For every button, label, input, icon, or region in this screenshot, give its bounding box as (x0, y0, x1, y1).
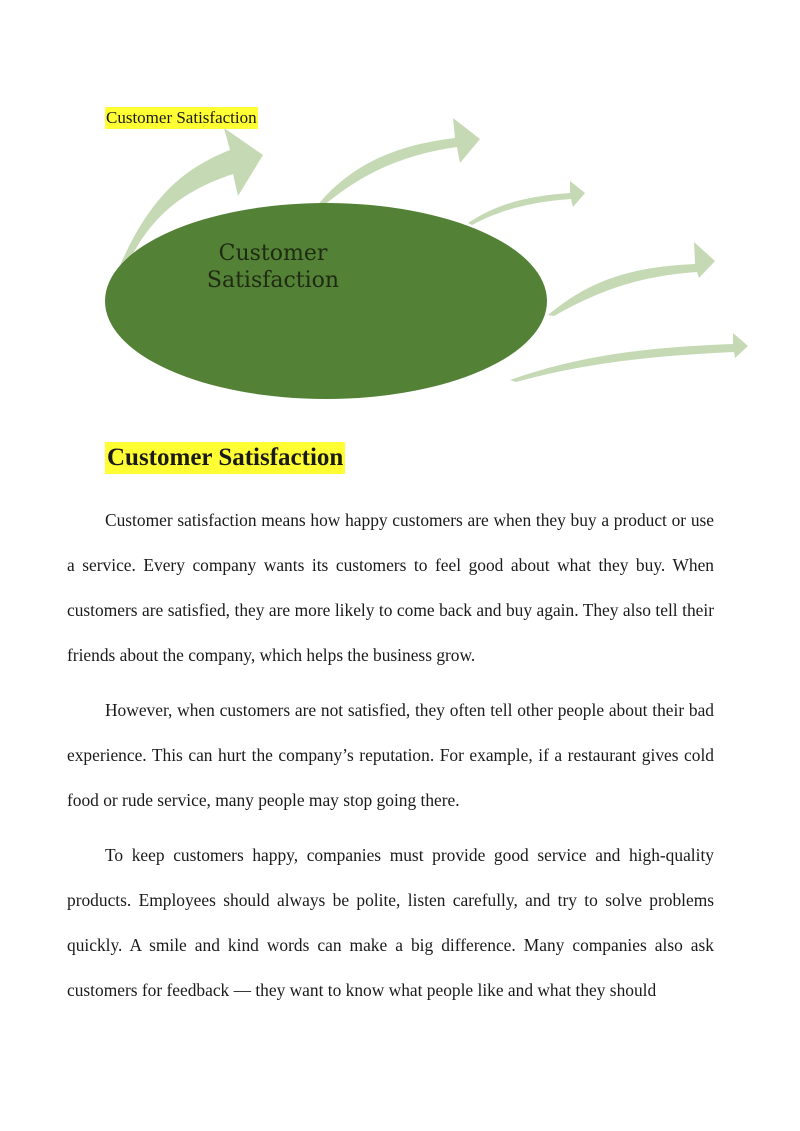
paragraph: However, when customers are not satisfied, they often tell other people about their bad experience. This can hurt the company’s reputation. For example, if a restaurant gives cold food or rude service, many people may stop going there. (67, 700, 714, 810)
body-text (67, 498, 714, 1023)
satisfaction-diagram (0, 0, 800, 420)
ellipse-label (173, 240, 373, 294)
ellipse-label-line-1: Customer (218, 241, 328, 266)
curved-arrow-2 (316, 118, 480, 207)
paragraph: To keep customers happy, companies must provide good service and high-quality products. Employees should always be polite, listen carefully, and try to solve problems quickly. A smile and kind words can make a big difference. Many companies also ask customers for feedback — they want to know what people like and what they should (67, 845, 714, 1000)
figure-caption: Customer Satisfaction (106, 108, 257, 127)
curved-arrow-5 (510, 333, 748, 382)
center-ellipse (105, 203, 547, 399)
section-heading: Customer Satisfaction (105, 442, 345, 474)
paragraph: Customer satisfaction means how happy customers are when they buy a product or use a service. Every company wants its customers to feel good about what they buy. When customers are satisfied, they are more likely to come back and buy again. They also tell their friends about the company, which helps the business grow. (67, 510, 714, 665)
ellipse-label-line-2: Satisfaction (206, 268, 340, 293)
curved-arrow-4 (548, 242, 715, 316)
curved-arrow-3 (468, 181, 585, 225)
